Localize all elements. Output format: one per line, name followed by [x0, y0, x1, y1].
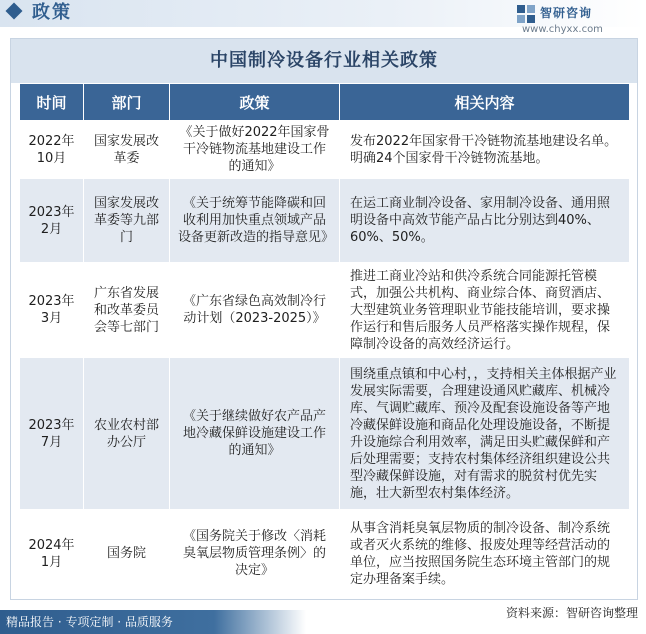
policy-table-card: [10, 38, 638, 600]
cell-content: 在运工商业制冷设备、家用制冷设备、通用照明设备中高效节能产品占比分别达到40%、60%、50%。: [340, 179, 630, 263]
cell-time: 2023年7月: [20, 358, 84, 510]
cell-dept: 国务院: [84, 510, 170, 598]
cell-dept: 农业农村部办公厅: [84, 358, 170, 510]
cell-policy: 《国务院关于修改〈消耗臭氧层物质管理条例〉的决定》: [170, 510, 340, 598]
logo-icon: [516, 4, 536, 24]
cell-time: 2023年2月: [20, 179, 84, 263]
cell-time: 2023年3月: [20, 263, 84, 358]
table-row: [20, 179, 630, 263]
cell-policy: 《关于做好2022年国家骨干冷链物流基地建设工作的通知》: [170, 121, 340, 179]
cell-policy: 《关于继续做好农产品产地冷藏保鲜设施建设工作的通知》: [170, 358, 340, 510]
cell-time: 2024年1月: [20, 510, 84, 598]
column-header-content: 相关内容: [340, 84, 630, 121]
cell-content: 发布2022年国家骨干冷链物流基地建设名单。明确24个国家骨干冷链物流基地。: [340, 121, 630, 179]
table-row: [20, 510, 630, 598]
table-header-row: [20, 84, 630, 121]
table-row: [20, 263, 630, 358]
cell-dept: 广东省发展和改革委员会等七部门: [84, 263, 170, 358]
cell-dept: 国家发展改革委: [84, 121, 170, 179]
data-source: 资料来源：智研咨询整理: [505, 606, 638, 620]
brand-name: 智研咨询: [540, 6, 593, 20]
column-header-dept: 部门: [84, 84, 170, 121]
cell-policy: 《广东省绿色高效制冷行动计划（2023-2025）》: [170, 263, 340, 358]
diamond-icon: [6, 3, 23, 20]
column-header-time: 时间: [20, 84, 84, 121]
policy-table: [19, 83, 630, 598]
cell-content: 围绕重点镇和中心村，，支持相关主体根据产业发展实际需要，合理建设通风贮藏库、机械冷库、气调贮藏库、预冷及配套设施设备等产地冷藏保鲜设施和商品化处理设施设备，不断提升设施综合利用效率，满足田头贮藏保鲜和产后处理需要；支持农村集体经济组织建设公共型冷藏保鲜设施，对有需求的脱贫村优先实施，壮大新型农村集体经济。: [340, 358, 630, 510]
table-row: [20, 358, 630, 510]
cell-content: 从事含消耗臭氧层物质的制冷设备、制冷系统或者灭火系统的维修、报废处理等经营活动的单位，应当按照国务院生态环境主管部门的规定办理备案手续。: [340, 510, 630, 598]
cell-policy: 《关于统筹节能降碳和回收利用加快重点领域产品设备更新改造的指导意见》: [170, 179, 340, 263]
section-title: 政策: [32, 2, 72, 23]
brand-logo: [516, 2, 636, 38]
cell-time: 2022年10月: [20, 121, 84, 179]
column-header-policy: 政策: [170, 84, 340, 121]
table-row: [20, 121, 630, 179]
table-title: 中国制冷设备行业相关政策: [11, 39, 637, 83]
brand-url: www.chyxx.com: [522, 24, 603, 35]
cell-dept: 国家发展改革委等九部门: [84, 179, 170, 263]
footer-tagline: 精品报告 · 专项定制 · 品质服务: [0, 610, 306, 634]
footer-bar: [0, 610, 646, 634]
cell-content: 推进工商业冷站和供冷系统合同能源托管模式，加强公共机构、商业综合体、商贸酒店、大型建筑业务管理职业节能技能培训，要求操作运行和售后服务人员严格落实操作规程，保障制冷设备的高效经济运行。: [340, 263, 630, 358]
